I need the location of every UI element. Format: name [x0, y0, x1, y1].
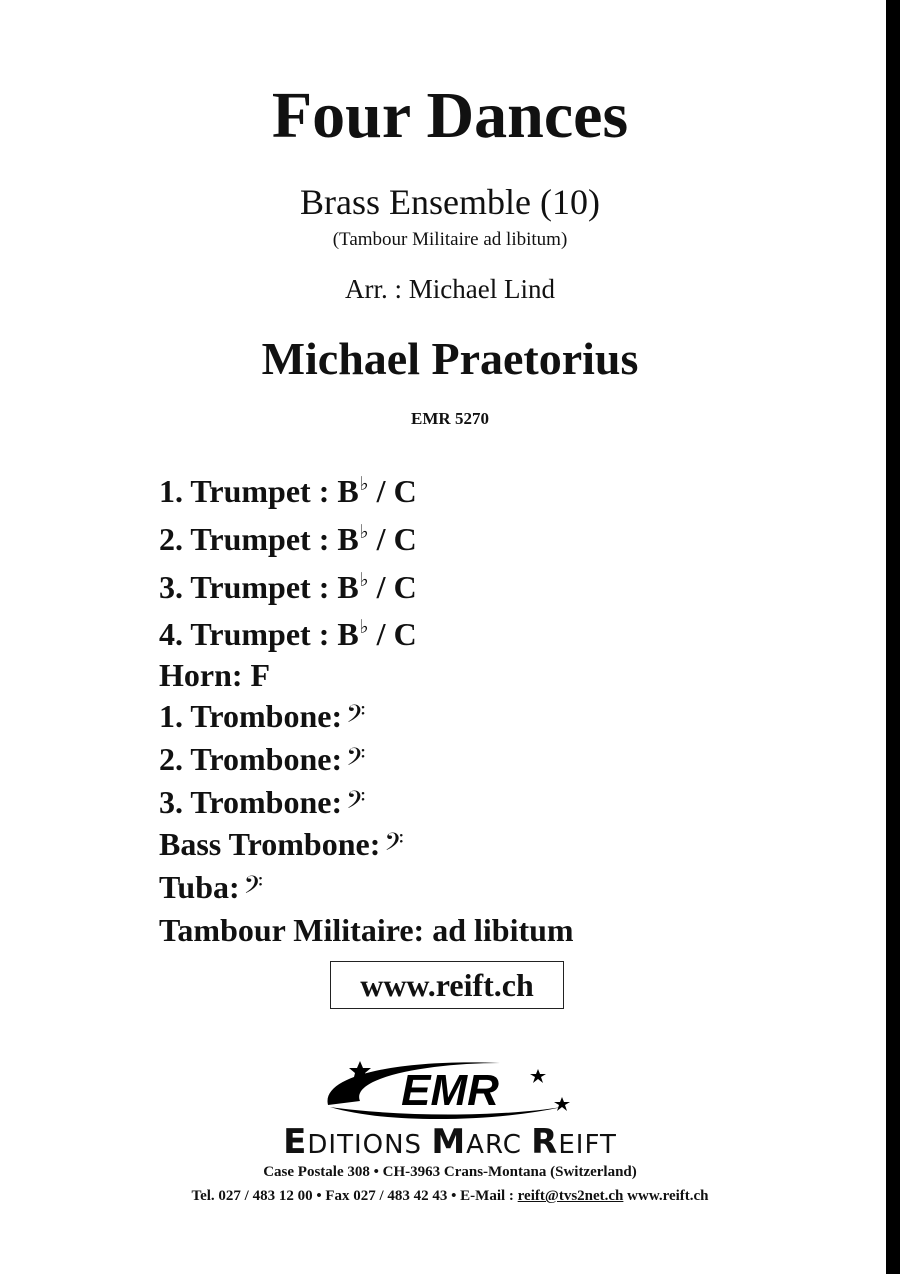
bass-clef-icon: 𝄢	[384, 828, 404, 864]
star-icon	[530, 1069, 546, 1083]
star-icon	[554, 1097, 570, 1111]
instrument-item	[159, 782, 574, 825]
flat-icon: ♭	[359, 520, 369, 543]
instrument-suffix: / C	[368, 568, 417, 605]
flat-icon: ♭	[359, 616, 369, 639]
composer: Michael Praetorius	[261, 333, 639, 384]
instrument-label: Tambour Militaire: ad libitum	[159, 911, 574, 948]
instrument-label: Tuba:	[159, 869, 240, 906]
subtitle-note: (Tambour Militaire ad libitum)	[332, 229, 568, 250]
instrument-item	[159, 824, 574, 867]
instrument-label: 2. Trumpet : B	[159, 520, 359, 557]
instrument-item	[159, 867, 574, 910]
bass-clef-icon: 𝄢	[243, 871, 263, 907]
instrument-item	[159, 560, 574, 608]
emr-logo	[300, 1055, 600, 1125]
instrument-label: 3. Trumpet : B	[159, 568, 359, 605]
contact-email[interactable]: reift@tvs2net.ch	[517, 1188, 624, 1204]
instrument-label: 2. Trombone:	[159, 740, 343, 777]
bass-clef-icon: 𝄢	[346, 785, 366, 821]
page-title: Four Dances	[271, 79, 629, 152]
flat-icon: ♭	[359, 568, 369, 591]
instrument-item	[159, 739, 574, 782]
contact-phone-fax: Tel. 027 / 483 12 00 • Fax 027 / 483 42 43 • E-Mail :	[191, 1188, 518, 1204]
instrument-label: Horn: F	[159, 657, 271, 694]
publisher-name: EDITIONS MARC REIFT	[283, 1122, 617, 1162]
instrument-list	[159, 464, 574, 951]
instrument-suffix: / C	[368, 520, 417, 557]
subtitle: Brass Ensemble (10)	[300, 182, 600, 222]
publisher-address: Case Postale 308 • CH-3963 Crans-Montana (Switzerland)	[263, 1164, 637, 1180]
bass-clef-icon: 𝄢	[346, 742, 366, 778]
instrument-item	[159, 655, 574, 696]
instrument-label: 3. Trombone:	[159, 783, 343, 820]
arranger: Arr. : Michael Lind	[345, 274, 555, 304]
instrument-suffix: / C	[368, 616, 417, 653]
instrument-item	[159, 910, 574, 951]
bass-clef-icon: 𝄢	[346, 699, 366, 735]
instrument-item	[159, 464, 574, 512]
website-box: www.reift.ch	[330, 961, 564, 1009]
instrument-label: 4. Trumpet : B	[159, 616, 359, 653]
instrument-suffix: / C	[368, 473, 417, 509]
instrument-item	[159, 512, 574, 560]
instrument-item	[159, 696, 574, 739]
contact-web[interactable]: www.reift.ch	[623, 1188, 709, 1204]
flat-icon: ♭	[359, 473, 369, 495]
instrument-item	[159, 607, 574, 655]
instrument-label: Bass Trombone:	[159, 826, 381, 863]
instrument-label: 1. Trombone:	[159, 697, 343, 734]
publisher-contact	[0, 1186, 900, 1206]
logo-text: EMR	[401, 1066, 499, 1115]
instrument-label: 1. Trumpet : B	[159, 473, 359, 509]
right-edge-bar	[886, 0, 900, 1274]
catalog-number: EMR 5270	[411, 409, 489, 428]
